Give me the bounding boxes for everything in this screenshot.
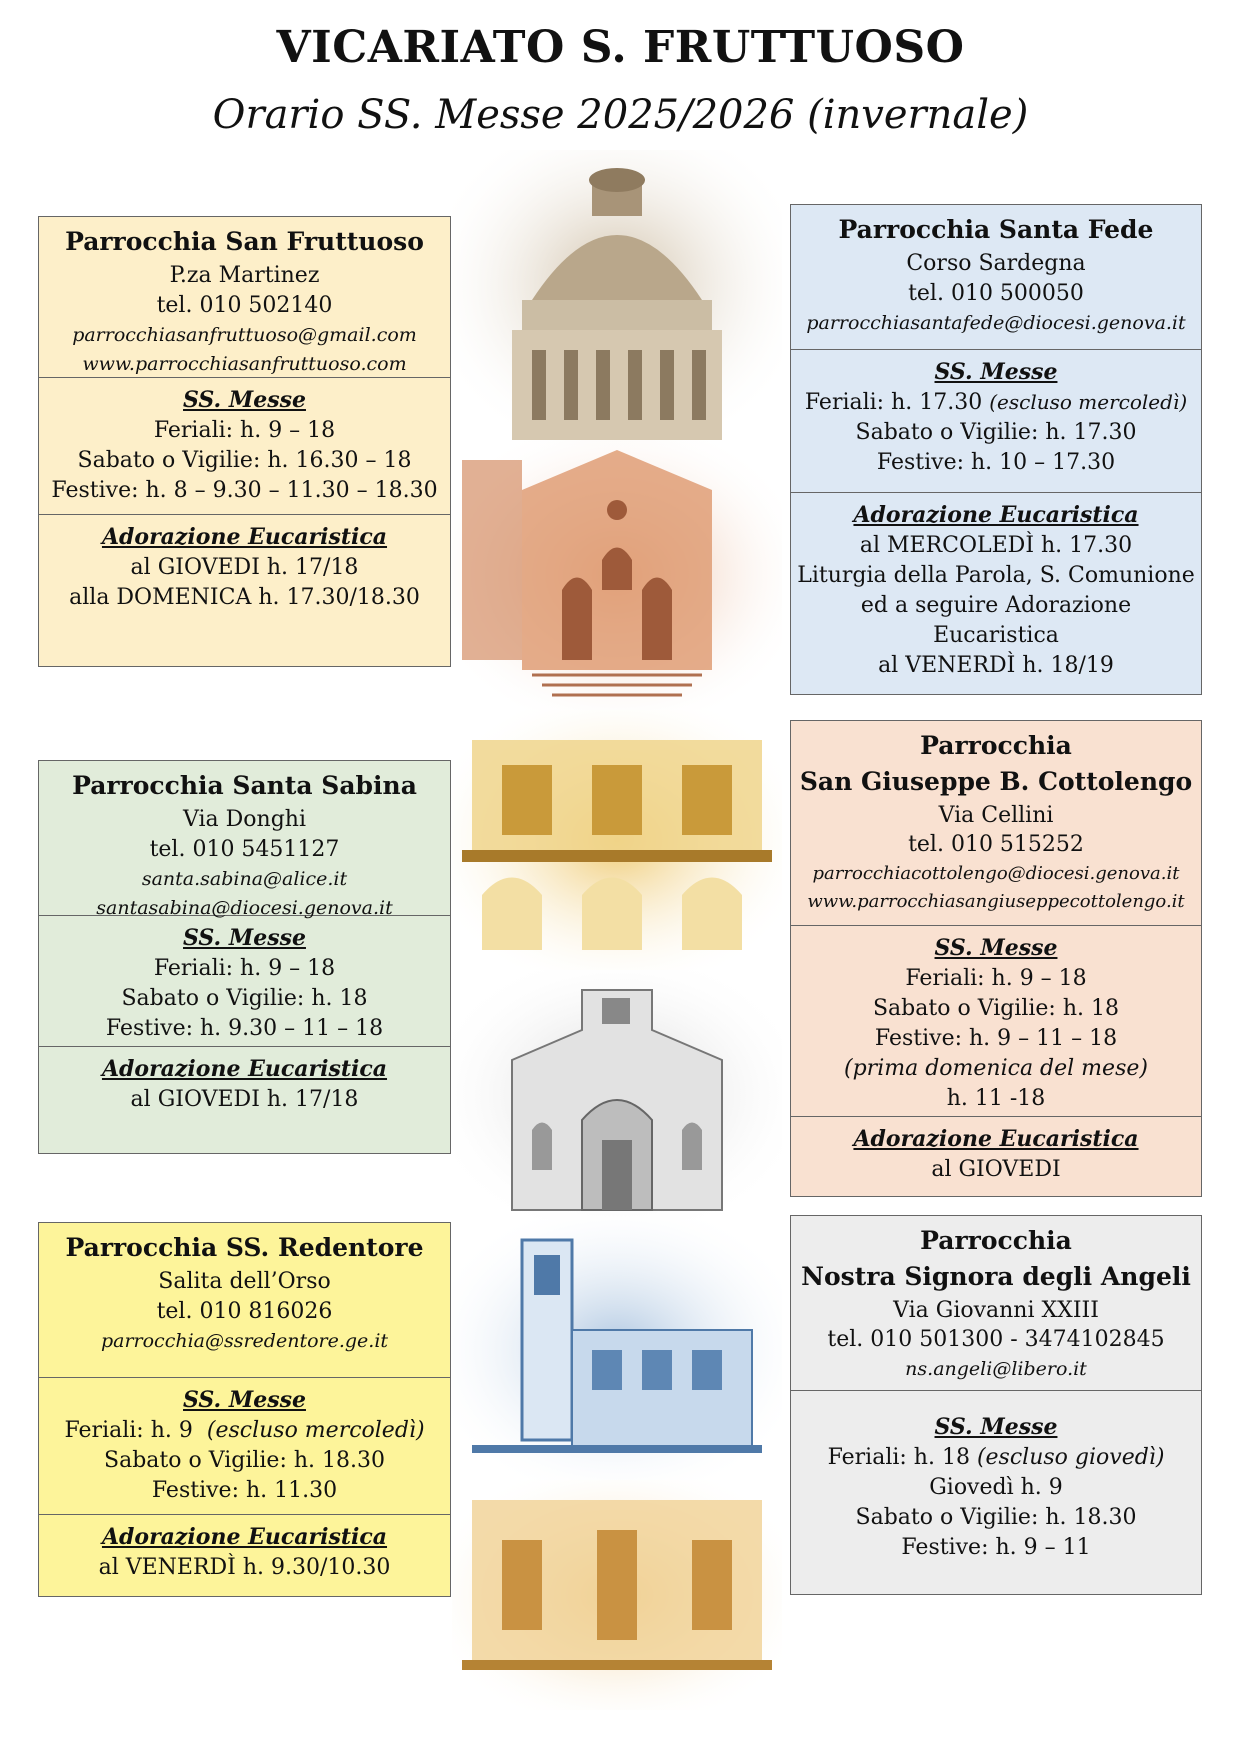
parish-name: Parrocchia Santa Fede bbox=[838, 215, 1154, 244]
masses-holidays-note: (prima domenica del mese) bbox=[844, 1055, 1148, 1081]
parish-website[interactable]: www.parrocchiasanfruttuoso.com bbox=[82, 353, 407, 375]
parish-email[interactable]: parrocchiasanfruttuoso@gmail.com bbox=[72, 323, 417, 346]
page-title: VICARIATO S. FRUTTUOSO bbox=[276, 22, 965, 73]
masses-heading: SS. Messe bbox=[183, 1387, 306, 1413]
masses-weekdays-times: Feriali: h. 17.30 bbox=[804, 389, 983, 415]
church-brick-illustration bbox=[452, 440, 782, 710]
parish-phone[interactable]: tel. 010 5451127 bbox=[149, 836, 340, 862]
adoration-line: al GIOVEDI bbox=[931, 1156, 1061, 1182]
adoration-heading: Adorazione Eucaristica bbox=[853, 502, 1139, 528]
parish-email[interactable]: parrocchiasantafede@diocesi.genova.it bbox=[806, 311, 1186, 334]
masses-weekdays bbox=[45, 1416, 444, 1446]
masses-heading: SS. Messe bbox=[183, 387, 306, 413]
parish-name: Parrocchia San Fruttuoso bbox=[65, 227, 424, 256]
parish-phone[interactable]: tel. 010 501300 - 3474102845 bbox=[827, 1327, 1165, 1353]
masses-weekdays-note: (escluso mercoledì) bbox=[989, 389, 1188, 414]
parish-name-line: Parrocchia bbox=[920, 731, 1072, 760]
parish-address: Via Giovanni XXIII bbox=[893, 1297, 1099, 1323]
adoration-heading: Adorazione Eucaristica bbox=[101, 1056, 388, 1082]
church-yellow-illustration bbox=[452, 710, 782, 970]
masses-holidays-first-sunday: h. 11 -18 bbox=[946, 1085, 1046, 1111]
parish-card-santa-sabina bbox=[38, 760, 451, 1154]
adoration-heading: Adorazione Eucaristica bbox=[101, 1524, 388, 1550]
masses-saturday: Sabato o Vigilie: h. 16.30 – 18 bbox=[77, 447, 412, 473]
adoration-heading: Adorazione Eucaristica bbox=[101, 524, 388, 550]
masses-saturday: Sabato o Vigilie: h. 17.30 bbox=[855, 419, 1137, 445]
masses-weekdays-note: (escluso giovedì) bbox=[976, 1444, 1165, 1470]
parish-address: Via Cellini bbox=[938, 802, 1054, 828]
masses-weekdays-times: Feriali: h. 18 bbox=[827, 1444, 970, 1470]
parish-card-cottolengo bbox=[790, 720, 1202, 1197]
adoration-line: al VENERDÌ h. 18/19 bbox=[878, 652, 1114, 678]
parish-address: Salita dell’Orso bbox=[158, 1268, 331, 1294]
parish-address: Corso Sardegna bbox=[906, 250, 1086, 276]
parish-card-santa-fede bbox=[790, 204, 1202, 695]
parish-address: Via Donghi bbox=[183, 806, 306, 832]
masses-holidays: Festive: h. 11.30 bbox=[151, 1477, 338, 1503]
parish-name-line: Parrocchia bbox=[920, 1226, 1072, 1255]
masses-saturday: Sabato o Vigilie: h. 18.30 bbox=[104, 1447, 385, 1473]
parish-name: Parrocchia SS. Redentore bbox=[65, 1233, 424, 1262]
church-illustrations bbox=[452, 150, 782, 1710]
masses-weekdays bbox=[797, 388, 1195, 418]
adoration-line: al GIOVEDI h. 17/18 bbox=[130, 1086, 359, 1112]
masses-weekdays-note: (escluso mercoledì) bbox=[206, 1417, 425, 1443]
adoration-line: ed a seguire Adorazione Eucaristica bbox=[860, 592, 1132, 648]
masses-weekdays: Feriali: h. 9 – 18 bbox=[153, 417, 336, 443]
parish-email[interactable]: santa.sabina@alice.it bbox=[141, 867, 348, 890]
parish-email[interactable]: santasabina@diocesi.genova.it bbox=[96, 897, 393, 919]
adoration-heading: Adorazione Eucaristica bbox=[853, 1126, 1139, 1152]
masses-saturday: Sabato o Vigilie: h. 18 bbox=[121, 985, 368, 1011]
masses-heading: SS. Messe bbox=[934, 1414, 1058, 1440]
page-subtitle: Orario SS. Messe 2025/2026 (invernale) bbox=[212, 92, 1029, 138]
parish-phone[interactable]: tel. 010 816026 bbox=[156, 1298, 333, 1324]
parish-name-line: Nostra Signora degli Angeli bbox=[801, 1261, 1191, 1291]
masses-thursday: Giovedì h. 9 bbox=[929, 1474, 1063, 1500]
church-blue-illustration bbox=[452, 1220, 782, 1480]
parish-website[interactable]: www.parrocchiasangiuseppecottolengo.it bbox=[807, 891, 1185, 913]
parish-phone[interactable]: tel. 010 502140 bbox=[156, 292, 333, 318]
masses-weekdays: Feriali: h. 9 – 18 bbox=[905, 965, 1087, 991]
masses-heading: SS. Messe bbox=[934, 935, 1058, 961]
masses-weekdays bbox=[797, 1443, 1195, 1473]
adoration-line: al VENERDÌ h. 9.30/10.30 bbox=[98, 1554, 391, 1580]
adoration-line: al MERCOLEDÌ h. 17.30 bbox=[859, 532, 1133, 558]
adoration-line: Liturgia della Parola, S. Comunione bbox=[797, 562, 1195, 588]
church-dome-illustration bbox=[452, 150, 782, 450]
masses-holidays: Festive: h. 10 – 17.30 bbox=[876, 449, 1116, 475]
parish-email[interactable]: ns.angeli@libero.it bbox=[905, 1358, 1087, 1381]
masses-weekdays-times: Feriali: h. 9 bbox=[64, 1417, 193, 1443]
masses-saturday: Sabato o Vigilie: h. 18 bbox=[872, 995, 1119, 1021]
masses-heading: SS. Messe bbox=[934, 359, 1058, 385]
parish-email[interactable]: parrocchia@ssredentore.ge.it bbox=[100, 1329, 389, 1352]
parish-name-line: San Giuseppe B. Cottolengo bbox=[799, 766, 1193, 796]
masses-holidays: Festive: h. 9.30 – 11 – 18 bbox=[105, 1015, 384, 1041]
church-golden-illustration bbox=[452, 1480, 782, 1710]
parish-card-redentore bbox=[38, 1222, 451, 1597]
masses-saturday: Sabato o Vigilie: h. 18.30 bbox=[855, 1504, 1137, 1530]
parish-email[interactable]: parrocchiacottolengo@diocesi.genova.it bbox=[812, 863, 1180, 885]
parish-phone[interactable]: tel. 010 515252 bbox=[908, 832, 1084, 858]
parish-card-angeli bbox=[790, 1215, 1202, 1595]
adoration-line: al GIOVEDI h. 17/18 bbox=[130, 554, 359, 580]
masses-holidays: Festive: h. 9 – 11 bbox=[901, 1534, 1091, 1560]
church-grey-illustration bbox=[452, 970, 782, 1220]
parish-address: P.za Martinez bbox=[169, 262, 320, 288]
parish-phone[interactable]: tel. 010 500050 bbox=[908, 280, 1084, 306]
masses-weekdays: Feriali: h. 9 – 18 bbox=[153, 955, 336, 981]
masses-holidays: Festive: h. 9 – 11 – 18 bbox=[874, 1025, 1118, 1051]
parish-name: Parrocchia Santa Sabina bbox=[72, 771, 417, 800]
adoration-line: alla DOMENICA h. 17.30/18.30 bbox=[69, 584, 420, 610]
masses-holidays: Festive: h. 8 – 9.30 – 11.30 – 18.30 bbox=[51, 477, 438, 503]
masses-heading: SS. Messe bbox=[183, 925, 306, 951]
parish-card-san-fruttuoso bbox=[38, 216, 451, 667]
